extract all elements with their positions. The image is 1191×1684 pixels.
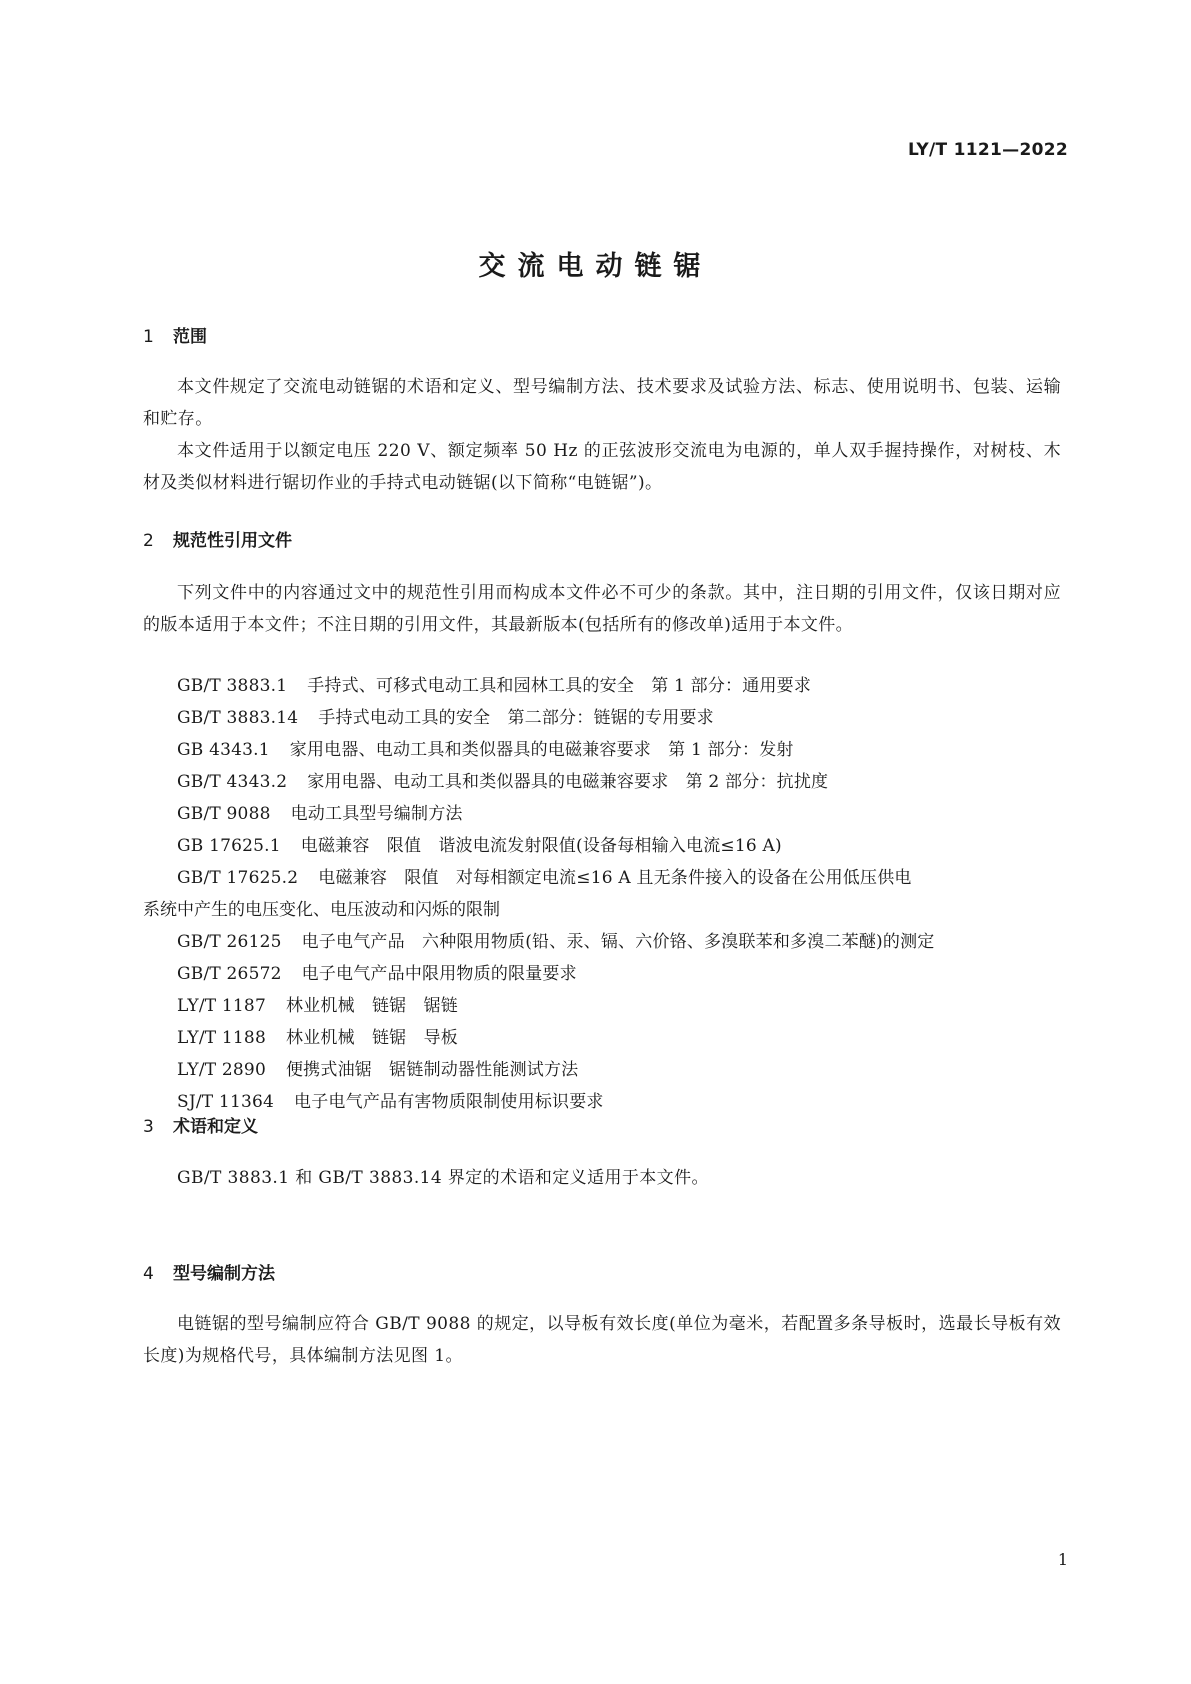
section-4-number: 4 <box>143 1264 154 1284</box>
document-title: 交流电动链锯 <box>478 251 713 282</box>
section-3-body <box>143 1162 1061 1194</box>
section-4-body <box>143 1308 1061 1372</box>
reference-item: GB/T 3883.14 手持式电动工具的安全 第二部分：链锯的专用要求 <box>177 708 714 728</box>
section-1-number: 1 <box>143 327 154 347</box>
section-3-heading <box>143 1112 258 1137</box>
reference-item: GB 17625.1 电磁兼容 限值 谐波电流发射限值(设备每相输入电流≤16 A) <box>177 836 782 856</box>
reference-item: LY/T 2890 便携式油锯 锯链制动器性能测试方法 <box>177 1060 579 1080</box>
section-2-heading <box>143 526 292 551</box>
section-1-heading <box>143 322 207 347</box>
reference-item: LY/T 1187 林业机械 链锯 锯链 <box>177 996 458 1016</box>
reference-item: SJ/T 11364 电子电气产品有害物质限制使用标识要求 <box>177 1092 604 1112</box>
reference-item: GB/T 17625.2 电磁兼容 限值 对每相额定电流≤16 A 且无条件接入的设备在公用低压供电 <box>177 868 912 888</box>
section-2-intro <box>143 577 1061 641</box>
section-3-title: 术语和定义 <box>173 1117 258 1137</box>
reference-item: GB/T 3883.1 手持式、可移式电动工具和园林工具的安全 第 1 部分：通用要求 <box>177 676 812 696</box>
reference-list <box>143 670 1061 1118</box>
scope-paragraph-2: 本文件适用于以额定电压 220 V、额定频率 50 Hz 的正弦波形交流电为电源的，单人双手握持操作，对树枝、木材及类似材料进行锯切作业的手持式电动链锯(以下简称“电链锯”)。 <box>143 441 1061 493</box>
reference-item: GB/T 26125 电子电气产品 六种限用物质(铅、汞、镉、六价铬、多溴联苯和多溴二苯醚)的测定 <box>177 932 935 952</box>
section-2-number: 2 <box>143 531 154 551</box>
section-1-body <box>143 371 1061 499</box>
section-4-heading <box>143 1259 275 1284</box>
model-paragraph: 电链锯的型号编制应符合 GB/T 9088 的规定，以导板有效长度(单位为毫米，若配置多条导板时，选最长导板有效长度)为规格代号，具体编制方法见图 1。 <box>143 1314 1061 1366</box>
references-intro-paragraph: 下列文件中的内容通过文中的规范性引用而构成本文件必不可少的条款。其中，注日期的引用文件，仅该日期对应的版本适用于本文件；不注日期的引用文件，其最新版本(包括所有的修改单)适用于本文件。 <box>143 583 1061 635</box>
section-4-title: 型号编制方法 <box>173 1264 275 1284</box>
reference-item: GB/T 26572 电子电气产品中限用物质的限量要求 <box>177 964 577 984</box>
reference-item: GB/T 9088 电动工具型号编制方法 <box>177 804 463 824</box>
reference-item: GB 4343.1 家用电器、电动工具和类似器具的电磁兼容要求 第 1 部分：发射 <box>177 740 794 760</box>
standard-code: LY/T 1121—2022 <box>907 140 1068 160</box>
section-1-title: 范围 <box>173 327 207 347</box>
page-number: 1 <box>1057 1550 1068 1569</box>
terms-paragraph: GB/T 3883.1 和 GB/T 3883.14 界定的术语和定义适用于本文件。 <box>177 1168 709 1188</box>
section-2-title: 规范性引用文件 <box>173 531 292 551</box>
reference-item-continuation: 系统中产生的电压变化、电压波动和闪烁的限制 <box>143 900 500 920</box>
section-3-number: 3 <box>143 1117 154 1137</box>
reference-item: GB/T 4343.2 家用电器、电动工具和类似器具的电磁兼容要求 第 2 部分：抗扰度 <box>177 772 829 792</box>
scope-paragraph-1: 本文件规定了交流电动链锯的术语和定义、型号编制方法、技术要求及试验方法、标志、使用说明书、包装、运输和贮存。 <box>143 377 1061 429</box>
reference-item: LY/T 1188 林业机械 链锯 导板 <box>177 1028 458 1048</box>
